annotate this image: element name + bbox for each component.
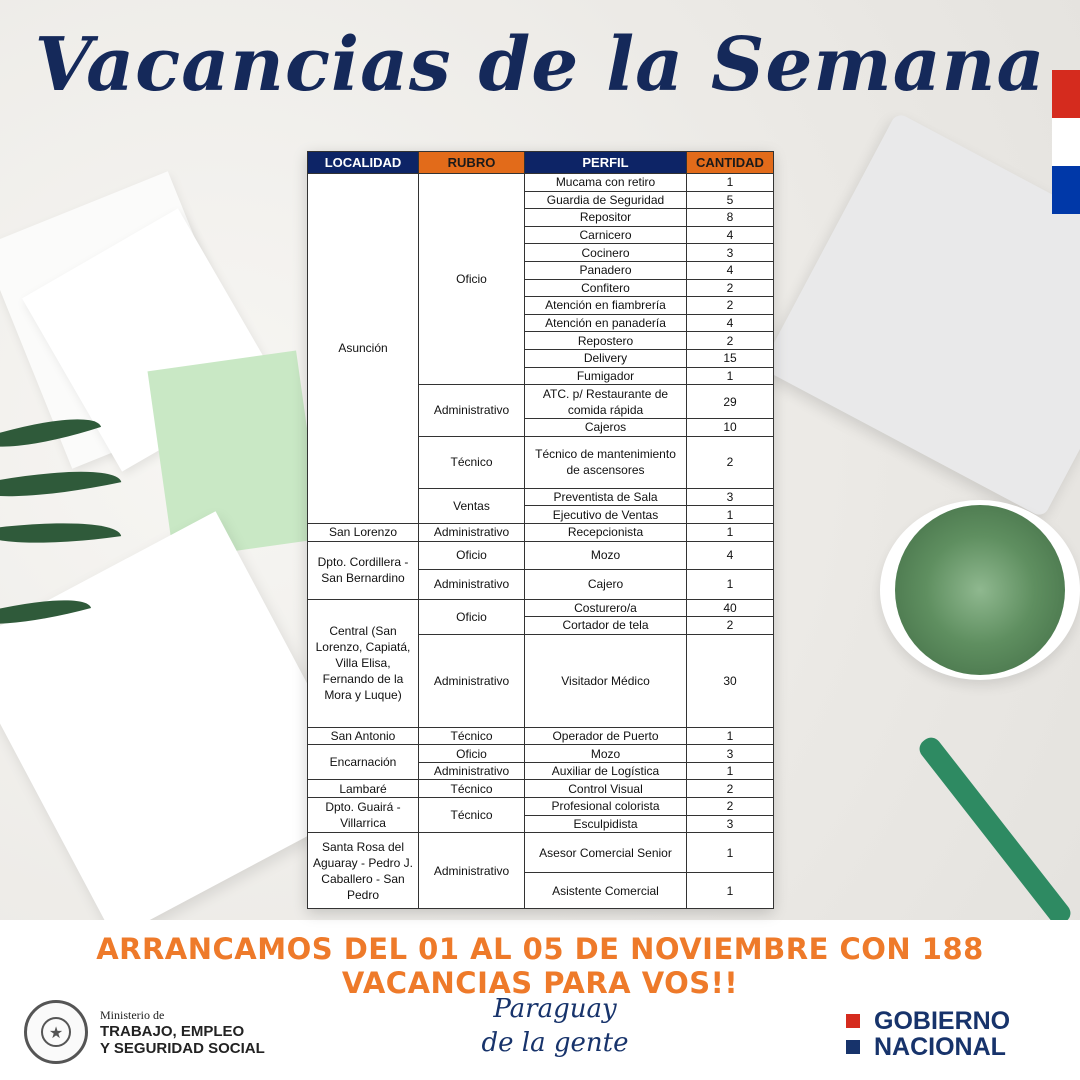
cell-perfil: Asistente Comercial [525,873,687,909]
table-header-row [308,152,774,174]
cell-localidad: Dpto. Cordillera - San Bernardino [308,541,419,599]
header-rubro: RUBRO [419,152,525,174]
cell-perfil: Atención en fiambrería [525,297,687,315]
cell-rubro: Administrativo [419,385,525,437]
table-row [308,174,774,192]
table-row [308,780,774,798]
cell-cantidad: 40 [687,599,774,617]
cell-rubro: Oficio [419,599,525,634]
slogan-line-2: de la gente [481,1028,629,1058]
header-localidad: LOCALIDAD [308,152,419,174]
cell-perfil: Esculpidista [525,815,687,833]
cell-perfil: Panadero [525,261,687,279]
vacancies-table [307,151,773,909]
cell-cantidad: 2 [687,617,774,635]
cell-perfil: Control Visual [525,780,687,798]
table-row [308,523,774,541]
cell-cantidad: 4 [687,226,774,244]
cell-cantidad: 2 [687,279,774,297]
cell-perfil: Mucama con retiro [525,174,687,192]
cell-rubro: Administrativo [419,569,525,599]
cell-cantidad: 3 [687,488,774,506]
table-row [308,727,774,745]
header-perfil: PERFIL [525,152,687,174]
cell-perfil: Costurero/a [525,599,687,617]
cell-cantidad: 4 [687,541,774,569]
cell-perfil: Atención en panadería [525,314,687,332]
cell-rubro: Técnico [419,727,525,745]
cell-perfil: Profesional colorista [525,798,687,816]
cell-cantidad: 2 [687,436,774,488]
cell-perfil: Visitador Médico [525,634,687,727]
cell-cantidad: 2 [687,297,774,315]
gobierno-line-2: NACIONAL [874,1033,1006,1061]
cell-perfil: Técnico de mantenimiento de ascensores [525,436,687,488]
cell-cantidad: 5 [687,191,774,209]
cell-localidad: Encarnación [308,745,419,780]
cell-cantidad: 4 [687,261,774,279]
cell-cantidad: 1 [687,873,774,909]
table-row [308,599,774,617]
table-row [308,541,774,569]
cell-perfil: ATC. p/ Restaurante de comida rápida [525,385,687,419]
cell-cantidad: 4 [687,314,774,332]
red-square-icon [846,1014,860,1028]
cell-rubro: Administrativo [419,833,525,909]
cell-perfil: Recepcionista [525,523,687,541]
cell-perfil: Fumigador [525,367,687,385]
cell-perfil: Repositor [525,209,687,227]
cell-rubro: Oficio [419,745,525,763]
gobierno-nacional-logo [846,1008,1010,1060]
announcement-banner: ARRANCAMOS DEL 01 AL 05 DE NOVIEMBRE CON 188 VACANCIAS PARA VOS!! [96,932,984,1000]
cell-rubro: Oficio [419,174,525,385]
cell-perfil: Ejecutivo de Ventas [525,506,687,524]
cell-perfil: Guardia de Seguridad [525,191,687,209]
cell-cantidad: 10 [687,419,774,437]
cell-perfil: Cortador de tela [525,617,687,635]
cell-perfil: Auxiliar de Logística [525,762,687,780]
succulent-decoration [895,505,1065,675]
cell-localidad: San Lorenzo [308,523,419,541]
ministry-small-text: Ministerio de [100,1008,165,1022]
cell-localidad: Lambaré [308,780,419,798]
gobierno-line-1: GOBIERNO [874,1007,1011,1035]
ministry-line-2: Y SEGURIDAD SOCIAL [100,1040,265,1057]
cell-cantidad: 8 [687,209,774,227]
cell-rubro: Oficio [419,541,525,569]
cell-cantidad: 1 [687,569,774,599]
cell-localidad: Asunción [308,174,419,524]
cell-localidad: San Antonio [308,727,419,745]
cell-perfil: Mozo [525,745,687,763]
cell-rubro: Técnico [419,780,525,798]
cell-perfil: Carnicero [525,226,687,244]
slogan-line-1: Paraguay [493,994,617,1024]
cell-cantidad: 3 [687,244,774,262]
cell-perfil: Operador de Puerto [525,727,687,745]
paraguay-slogan [470,992,640,1060]
cell-perfil: Confitero [525,279,687,297]
cell-cantidad: 1 [687,727,774,745]
cell-cantidad: 29 [687,385,774,419]
cell-rubro: Administrativo [419,634,525,727]
cell-localidad: Central (San Lorenzo, Capiatá, Villa Elisa, Fernando de la Mora y Luque) [308,599,419,727]
ministry-logo [100,1008,265,1057]
cell-rubro: Administrativo [419,523,525,541]
table-row [308,833,774,873]
cell-cantidad: 30 [687,634,774,727]
table-row [308,798,774,816]
cell-cantidad: 1 [687,367,774,385]
sticky-note-decoration [148,350,323,559]
cell-rubro: Ventas [419,488,525,523]
cell-perfil: Asesor Comercial Senior [525,833,687,873]
cell-cantidad: 2 [687,780,774,798]
cell-cantidad: 2 [687,798,774,816]
page-title: Vacancias de la Semana [34,22,1046,108]
cell-cantidad: 1 [687,833,774,873]
cell-rubro: Técnico [419,798,525,833]
cell-cantidad: 3 [687,815,774,833]
cell-perfil: Cajero [525,569,687,599]
cell-cantidad: 15 [687,349,774,367]
cell-rubro: Administrativo [419,762,525,780]
cell-cantidad: 1 [687,762,774,780]
cell-localidad: Dpto. Guairá - Villarrica [308,798,419,833]
ministry-line-1: TRABAJO, EMPLEO [100,1023,245,1040]
blue-square-icon [846,1040,860,1054]
cell-perfil: Cajeros [525,419,687,437]
cell-localidad: Santa Rosa del Aguaray - Pedro J. Caballero - San Pedro [308,833,419,909]
cell-rubro: Técnico [419,436,525,488]
cell-perfil: Repostero [525,332,687,350]
cell-perfil: Mozo [525,541,687,569]
cell-perfil: Cocinero [525,244,687,262]
cell-perfil: Preventista de Sala [525,488,687,506]
table-row [308,745,774,763]
cell-cantidad: 1 [687,174,774,192]
cell-cantidad: 1 [687,523,774,541]
cell-cantidad: 3 [687,745,774,763]
ministry-seal-icon: ★ [24,1000,88,1064]
header-cantidad: CANTIDAD [687,152,774,174]
cell-cantidad: 1 [687,506,774,524]
cell-perfil: Delivery [525,349,687,367]
cell-cantidad: 2 [687,332,774,350]
